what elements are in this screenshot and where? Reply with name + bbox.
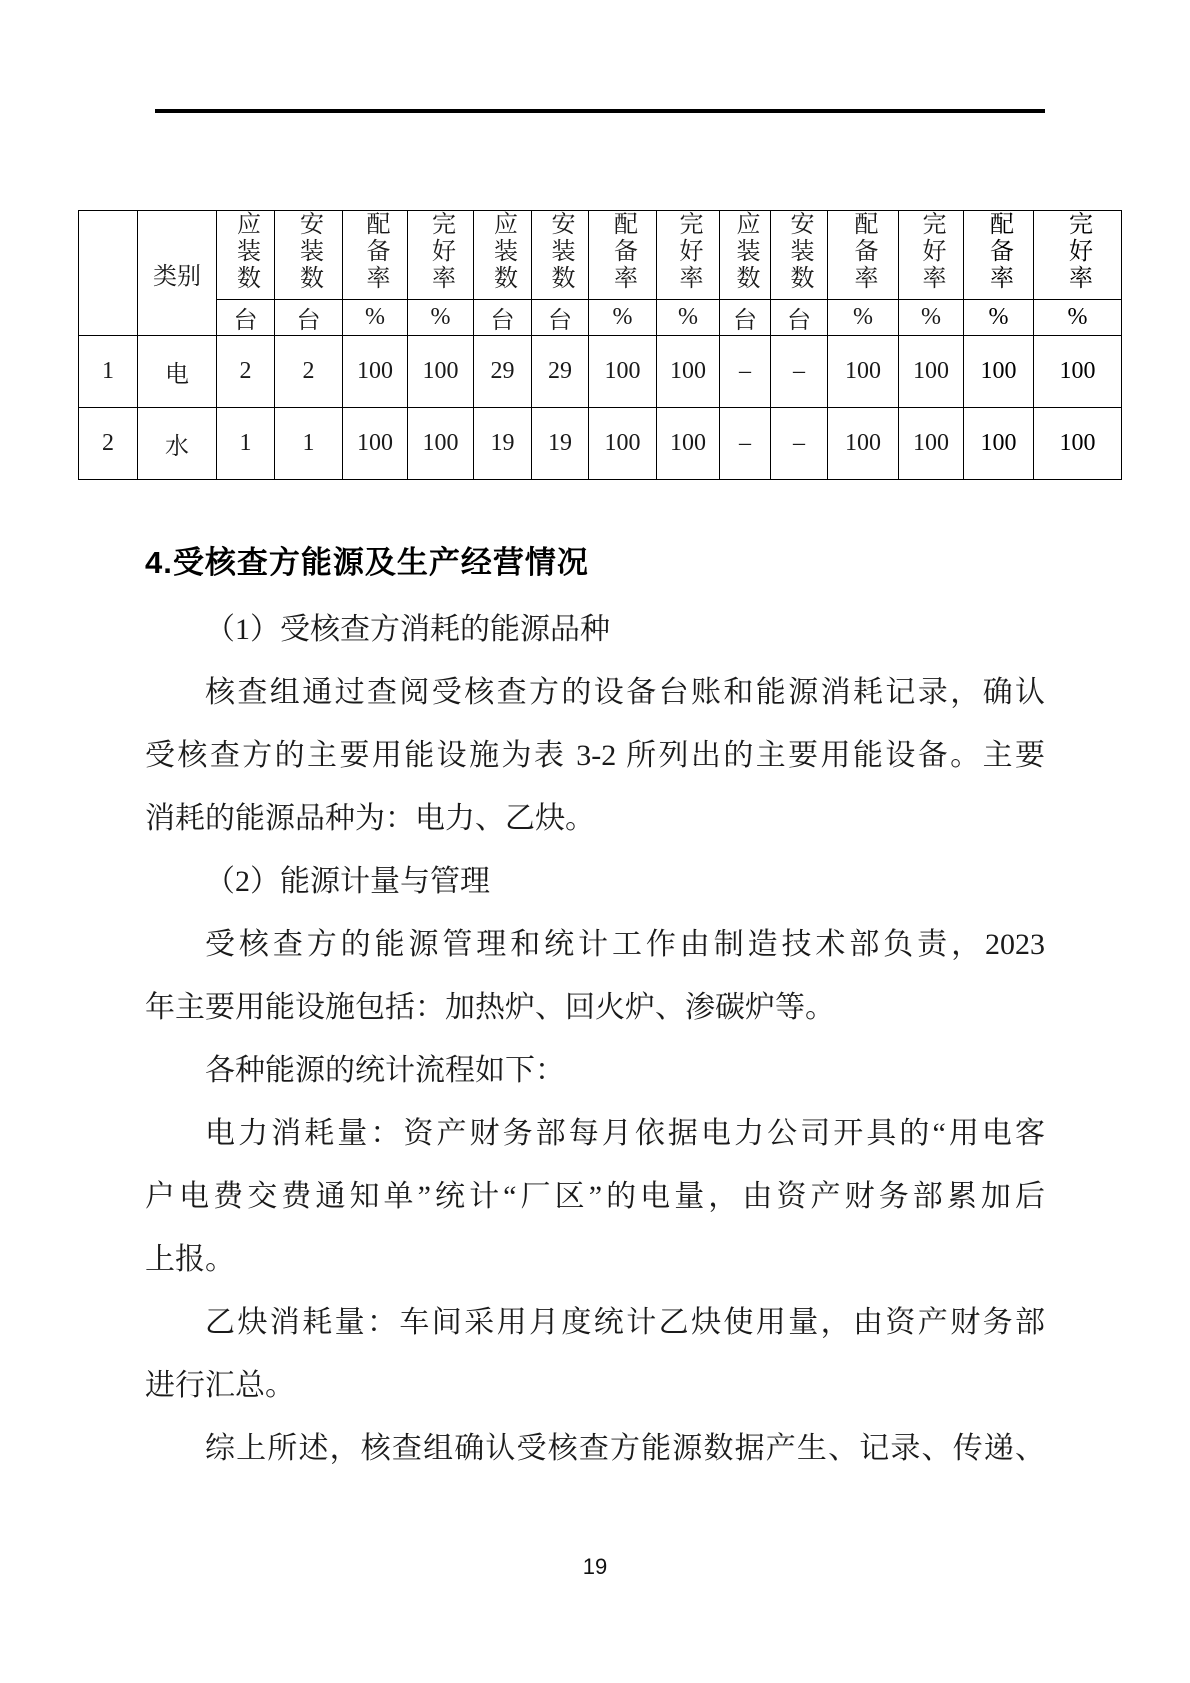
vertical-header-text: 配备率	[985, 211, 1012, 292]
table-cell: 100	[657, 408, 720, 480]
table-header-cell	[532, 211, 589, 300]
vertical-header-text: 配备率	[362, 211, 388, 292]
unit-cell: 台	[217, 300, 275, 336]
table-header-cell	[474, 211, 532, 300]
vertical-header-text: 安装数	[786, 211, 812, 292]
paragraph-line: 受核查方的主要用能设施为表 3-2 所列出的主要用能设备。主要	[145, 739, 1045, 772]
paragraph-line: 综上所述，核查组确认受核查方能源数据产生、记录、传递、	[205, 1432, 1045, 1465]
header-rule	[155, 109, 1045, 113]
paragraph-line: 消耗的能源品种为：电力、乙炔。	[145, 802, 595, 835]
page-number: 19	[582, 1554, 608, 1579]
table-cell: 2	[79, 408, 138, 480]
table-header-cell	[275, 211, 343, 300]
vertical-header-text: 应装数	[732, 211, 758, 292]
table-cell: 19	[532, 408, 589, 480]
vertical-header-text: 安装数	[295, 211, 322, 292]
table-row	[79, 336, 1122, 408]
table-cell: 1	[275, 408, 343, 480]
unit-cell: %	[408, 300, 474, 336]
table-header-cell	[720, 211, 771, 300]
table-header-index	[79, 211, 138, 336]
unit-cell: %	[657, 300, 720, 336]
table-cell-total: 100	[964, 336, 1034, 408]
table-cell: 100	[899, 336, 964, 408]
body-text	[145, 598, 1045, 1480]
vertical-header-text: 应装数	[489, 211, 516, 292]
table-header-cell	[828, 211, 899, 300]
table-header-cell-total	[1034, 211, 1122, 300]
vertical-header-text: 配备率	[609, 211, 636, 292]
vertical-header-text: 应装数	[232, 211, 259, 292]
paragraph-line: 上报。	[145, 1243, 235, 1276]
table-cell: 100	[343, 336, 408, 408]
table-cell: 100	[828, 336, 899, 408]
table-cell: 100	[408, 408, 474, 480]
table-cell: 100	[343, 408, 408, 480]
table-cell-total: 100	[1034, 336, 1122, 408]
paragraph-line: 乙炔消耗量：车间采用月度统计乙炔使用量，由资产财务部	[205, 1306, 1045, 1339]
vertical-header-text: 安装数	[547, 211, 573, 292]
table-cell: –	[771, 336, 828, 408]
paragraph-line: 受核查方的能源管理和统计工作由制造技术部负责，2023	[205, 928, 1045, 961]
table-cell: –	[771, 408, 828, 480]
table-cell: 2	[217, 336, 275, 408]
table-header-cell	[657, 211, 720, 300]
unit-cell: 台	[474, 300, 532, 336]
vertical-header-text: 配备率	[850, 211, 876, 292]
table-header-row	[79, 211, 1122, 300]
paragraph-line: 各种能源的统计流程如下：	[205, 1054, 565, 1087]
table-cell: 1	[79, 336, 138, 408]
table-cell: –	[720, 408, 771, 480]
metering-device-table	[78, 210, 1122, 480]
vertical-header-text: 完好率	[1064, 211, 1091, 292]
unit-cell: %	[343, 300, 408, 336]
table-cell: 29	[474, 336, 532, 408]
table-cell: 100	[408, 336, 474, 408]
table-header-cell	[217, 211, 275, 300]
table-header-cell	[589, 211, 657, 300]
table-header-category: 类别	[138, 211, 217, 336]
paragraph-line: 电力消耗量：资产财务部每月依据电力公司开具的“用电客	[205, 1117, 1045, 1150]
table-cell: 电	[138, 336, 217, 408]
paragraph-line: 核查组通过查阅受核查方的设备台账和能源消耗记录，确认	[205, 676, 1045, 709]
table-cell: 水	[138, 408, 217, 480]
table-cell: 19	[474, 408, 532, 480]
table-cell: –	[720, 336, 771, 408]
section-heading: 4.受核查方能源及生产经营情况	[145, 545, 589, 580]
unit-cell: 台	[720, 300, 771, 336]
table-cell: 2	[275, 336, 343, 408]
paragraph-line: （1）受核查方消耗的能源品种	[205, 613, 610, 646]
table-cell-total: 100	[964, 408, 1034, 480]
table-unit-row	[79, 300, 1122, 336]
table-cell: 100	[589, 408, 657, 480]
unit-cell-total: %	[1034, 300, 1122, 336]
vertical-header-text: 完好率	[427, 211, 454, 292]
vertical-header-text: 完好率	[918, 211, 944, 292]
table-row	[79, 408, 1122, 480]
table-header-cell-total	[964, 211, 1034, 300]
unit-cell-total: %	[964, 300, 1034, 336]
table-header-cell	[408, 211, 474, 300]
vertical-header-text: 完好率	[675, 211, 701, 292]
unit-cell: 台	[275, 300, 343, 336]
table-cell-total: 100	[1034, 408, 1122, 480]
unit-cell: %	[589, 300, 657, 336]
paragraph-line: 进行汇总。	[145, 1369, 295, 1402]
table-header-cell	[771, 211, 828, 300]
unit-cell: 台	[532, 300, 589, 336]
unit-cell: %	[899, 300, 964, 336]
paragraph-line: 年主要用能设施包括：加热炉、回火炉、渗碳炉等。	[145, 991, 835, 1024]
table-cell: 100	[589, 336, 657, 408]
table-cell: 100	[899, 408, 964, 480]
unit-cell: 台	[771, 300, 828, 336]
paragraph-line: （2）能源计量与管理	[205, 865, 490, 898]
table-cell: 29	[532, 336, 589, 408]
table-cell: 100	[657, 336, 720, 408]
table-cell: 1	[217, 408, 275, 480]
table-header-cell	[343, 211, 408, 300]
paragraph-line: 户电费交费通知单”统计“厂区”的电量，由资产财务部累加后	[145, 1180, 1045, 1213]
table-header-cell	[899, 211, 964, 300]
table-cell: 100	[828, 408, 899, 480]
unit-cell: %	[828, 300, 899, 336]
